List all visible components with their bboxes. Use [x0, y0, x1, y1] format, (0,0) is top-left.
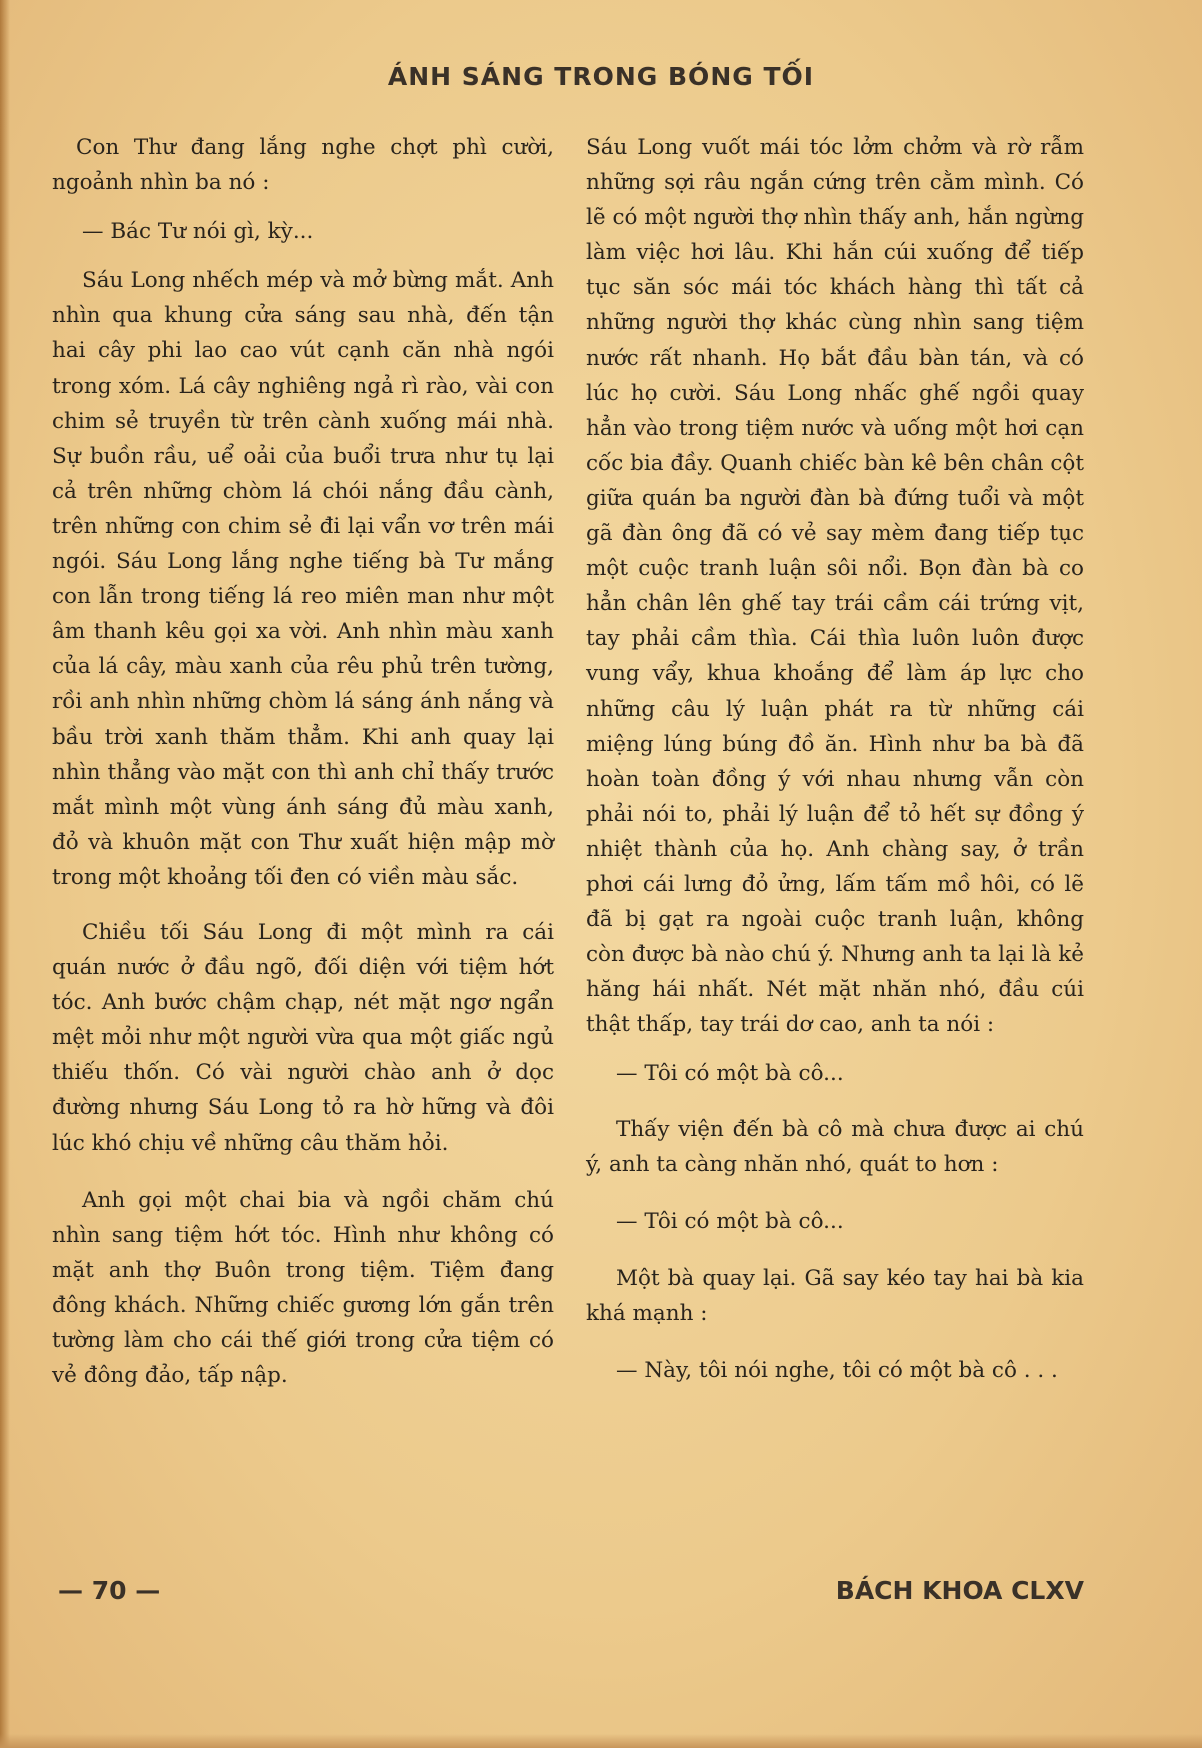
running-title: ÁNH SÁNG TRONG BÓNG TỐI — [387, 62, 815, 91]
paragraph: Sáu Long vuốt mái tóc lởm chởm và rờ rẫm những sợi râu ngắn cứng trên cằm mình. Có lẽ có một người thợ nhìn thấy anh, hắn ngừng làm việc hơi lâu. Khi hắn cúi xuống để tiếp tục săn sóc mái tóc khách hàng thì tất cả những người thợ khác cùng nhìn sang tiệm nước rất nhanh. Họ bắt đầu bàn tán, và có lúc họ cười. Sáu Long nhấc ghế ngồi quay hẳn vào trong tiệm nước và uống một hơi cạn cốc bia đầy. Quanh chiếc bàn kê bên chân cột giữa quán ba người đàn bà đứng tuổi và một gã đàn ông đã có vẻ say mèm đang tiếp tục một cuộc tranh luận sôi nổi. Bọn đàn bà co hẳn chân lên ghế tay trái cầm cái trứng vịt, tay phải cầm thìa. Cái thìa luôn luôn được vung vẩy, khua khoắng để làm áp lực cho những câu lý luận phát ra từ những cái miệng lúng búng đồ ăn. Hình như ba bà đã hoàn toàn đồng ý với nhau nhưng vẫn còn phải nói to, phải lý luận để tỏ hết sự đồng ý nhiệt thành của họ. Anh chàng say, ở trần phơi cái lưng đỏ ửng, lấm tấm mồ hôi, có lẽ đã bị gạt ra ngoài cuộc tranh luận, không còn được bà nào chú ý. Nhưng anh ta lại là kẻ hăng hái nhất. Nét mặt nhăn nhó, đầu cúi thật thấp, tay trái dơ cao, anh ta nói : — [586, 135, 1084, 1038]
dialogue-line: — Tôi có một bà cô... — [616, 1208, 844, 1234]
paragraph: Sáu Long nhếch mép và mở bừng mắt. Anh nhìn qua khung cửa sáng sau nhà, đến tận hai cây phi lao cao vút cạnh căn nhà ngói trong xóm. Lá cây nghiêng ngả rì rào, vài con chim sẻ truyền từ trên cành xuống mái nhà. Sự buồn rầu, uể oải của buổi trưa như tụ lại cả trên những chòm lá chói nắng đầu cành, trên những con chim sẻ đi lại vẩn vơ trên mái ngói. Sáu Long lắng nghe tiếng bà Tư mắng con lẫn trong tiếng lá reo miên man như một âm thanh kêu gọi xa vời. Anh nhìn màu xanh của lá cây, màu xanh của rêu phủ trên tường, rồi anh nhìn những chòm lá sáng ánh nắng và bầu trời xanh thăm thẳm. Khi anh quay lại nhìn thẳng vào mặt con thì anh chỉ thấy trước mắt mình một vùng ánh sáng đủ màu xanh, đỏ và khuôn mặt con Thư xuất hiện mập mờ trong một khoảng tối đen có viền màu sắc. — [52, 268, 554, 890]
paragraph: Con Thư đang lắng nghe chợt phì cười, ngoảnh nhìn ba nó : — [52, 135, 554, 196]
dialogue-line: — Này, tôi nói nghe, tôi có một bà cô . . . — [616, 1358, 1058, 1383]
paragraph: Anh gọi một chai bia và ngồi chăm chú nhìn sang tiệm hớt tóc. Hình như không có mặt anh thợ Buôn trong tiệm. Tiệm đang đông khách. Những chiếc gương lớn gắn trên tường làm cho cái thế giới trong cửa tiệm có vẻ đông đảo, tấp nập. — [52, 1187, 554, 1389]
paragraph: Thấy viện đến bà cô mà chưa được ai chú ý, anh ta càng nhăn nhó, quát to hơn : — [586, 1116, 1084, 1177]
paragraph: Một bà quay lại. Gã say kéo tay hai bà kia khá mạnh : — [586, 1265, 1084, 1326]
page-number: — 70 — — [58, 1576, 161, 1605]
left-column — [52, 130, 554, 1393]
right-column — [586, 130, 1084, 1388]
journal-name: BÁCH KHOA CLXV — [835, 1576, 1084, 1605]
paragraph: Chiều tối Sáu Long đi một mình ra cái quán nước ở đầu ngõ, đối diện với tiệm hớt tóc. Anh bước chậm chạp, nét mặt ngơ ngẩn mệt mỏi như một người vừa qua một giấc ngủ thiếu thốn. Có vài người chào anh ở dọc đường nhưng Sáu Long tỏ ra hờ hững và đôi lúc khó chịu về những câu thăm hỏi. — [52, 919, 554, 1156]
dialogue-line: — Tôi có một bà cô... — [616, 1061, 844, 1087]
dialogue-line: — Bác Tư nói gì, kỳ... — [82, 219, 314, 245]
